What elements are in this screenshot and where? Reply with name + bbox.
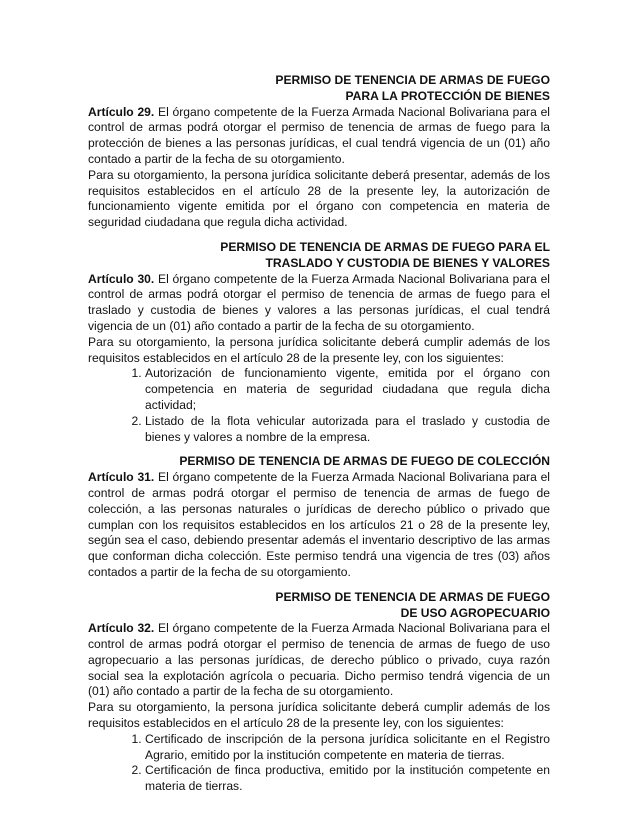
article-number: Artículo 29.: [88, 104, 155, 119]
document-page: [88, 73, 550, 795]
heading-line: PERMISO DE TENENCIA DE ARMAS DE FUEGO: [275, 589, 550, 604]
heading-line: PERMISO DE TENENCIA DE ARMAS DE FUEGO DE COLECCIÓN: [179, 454, 550, 469]
article-text: El órgano competente de la Fuerza Armada Nacional Bolivariana para el control de armas podrá otorgar el permiso de tenencia de armas de fuego de uso agropecuario a las personas jurídicas, de derecho público o privado, cuya razón social sea la explotación agrícola o pecuaria. Dicho permiso tendrá vigencia de un (01) año contado a partir de la fecha de su otorgamiento.: [88, 621, 550, 699]
section-heading: [88, 454, 550, 470]
section-article-31: [88, 454, 550, 580]
heading-line: PERMISO DE TENENCIA DE ARMAS DE FUEGO: [275, 73, 550, 87]
list-item: 1. Certificado de inscripción de la persona jurídica solicitante en el Registro Agrario, emitido por la institución competente en materia de tierras.: [145, 732, 550, 764]
article-paragraph: [88, 105, 550, 168]
list-item: 2. Listado de la flota vehicular autorizada para el traslado y custodia de bienes y valores a nombre de la empresa.: [145, 414, 550, 446]
article-number: Artículo 31.: [88, 470, 155, 485]
section-article-29: [88, 73, 550, 231]
heading-line: TRASLADO Y CUSTODIA DE BIENES Y VALORES: [265, 255, 550, 270]
requirements-list: [88, 366, 550, 445]
article-number: Artículo 30.: [88, 271, 155, 286]
section-heading: [88, 590, 550, 622]
section-heading: [88, 73, 550, 105]
article-text: El órgano competente de la Fuerza Armada Nacional Bolivariana para el control de armas podrá otorgar el permiso de tenencia de armas de fuego de colección, a las personas naturales o jurídicas de derecho público o privado que cumplan con los requisitos establecidos en los artículos 21 o 28 de la presente ley, según sea el caso, debiendo presentar además el inventario descriptivo de las armas que conforman dicha colección. Este permiso tendrá una vigencia de tres (03) años contados a partir de la fecha de su otorgamiento.: [88, 470, 550, 579]
requirements-list: [88, 732, 550, 795]
heading-line: DE USO AGROPECUARIO: [400, 605, 550, 620]
list-item: 1. Autorización de funcionamiento vigente, emitida por el órgano con competencia en materia de seguridad ciudadana que regula dicha actividad;: [145, 366, 550, 413]
list-item: 2. Certificación de finca productiva, emitido por la institución competente en materia de tierras.: [145, 763, 550, 795]
heading-line: PERMISO DE TENENCIA DE ARMAS DE FUEGO PARA EL: [220, 239, 550, 254]
section-article-32: [88, 590, 550, 795]
article-paragraph: [88, 470, 550, 581]
requirements-paragraph: Para su otorgamiento, la persona jurídica solicitante deberá presentar, además de los requisitos establecidos en el artículo 28 de la presente ley, la autorización de funcionamiento vigente emitida por el órgano con competencia en materia de seguridad ciudadana que regula dicha actividad.: [88, 167, 550, 230]
requirements-paragraph: Para su otorgamiento, la persona jurídica solicitante deberá cumplir además de los requisitos establecidos en el artículo 28 de la presente ley, con los siguientes:: [88, 700, 550, 731]
article-text: El órgano competente de la Fuerza Armada Nacional Bolivariana para el control de armas podrá otorgar el permiso de tenencia de armas de fuego para el traslado y custodia de bienes y valores a las personas jurídicas, el cual tendrá vigencia de un (01) año contado a partir de la fecha de su otorgamiento.: [88, 271, 550, 333]
article-paragraph: [88, 272, 550, 335]
section-heading: [88, 240, 550, 272]
heading-line: PARA LA PROTECCIÓN DE BIENES: [345, 88, 550, 103]
section-article-30: [88, 240, 550, 445]
requirements-paragraph: Para su otorgamiento, la persona jurídica solicitante deberá cumplir además de los requisitos establecidos en el artículo 28 de la presente ley, con los siguientes:: [88, 334, 550, 365]
article-paragraph: [88, 621, 550, 700]
article-number: Artículo 32.: [88, 621, 155, 636]
article-text: El órgano competente de la Fuerza Armada Nacional Bolivariana para el control de armas podrá otorgar el permiso de tenencia de armas de fuego para la protección de bienes a las personas jurídicas, el cual tendrá vigencia de un (01) año contado a partir de la fecha de su otorgamiento.: [88, 104, 550, 166]
